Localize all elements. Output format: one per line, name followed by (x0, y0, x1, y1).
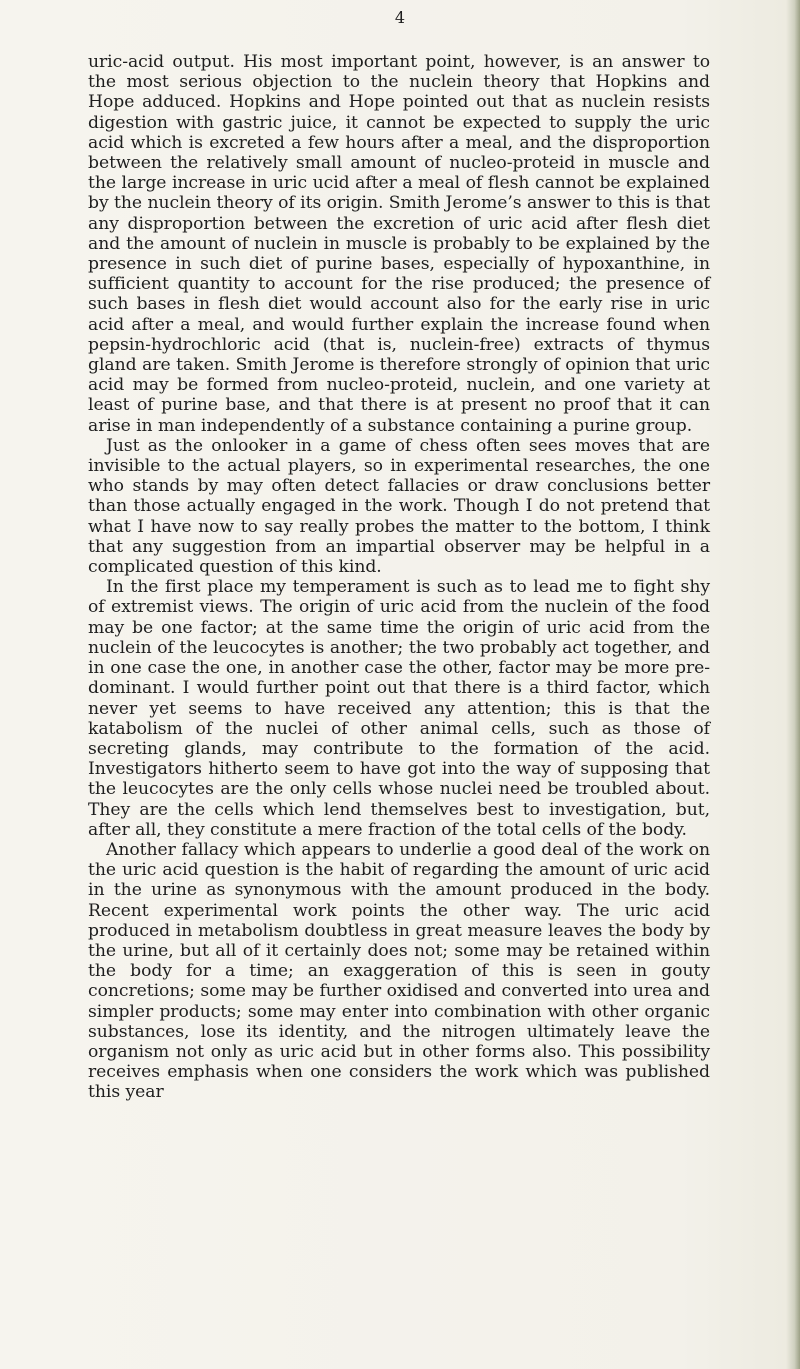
paragraph-chess-analogy: Just as the onlooker in a game of chess often sees moves that are invisible to the actual players, so in experimental researches, the one who stands by may often detect fallacies or draw conclusions better than those actually engaged in the work. Though I do not pretend that what I have now to say really probes the matter to the bottom, I think that any suggestion from an impartial observer may be helpful in a complicated question of this kind. (88, 435, 710, 578)
page-number: 4 (394, 8, 406, 27)
paragraph-temperament: In the first place my temperament is such as to lead me to fight shy of extremist views. The origin of uric acid from the nuclein of the food may be one factor; at the same time the origin of uric acid from the nuclein of the leucocytes is another; the two probably act together, and in one case the one, in another case the other, factor may be more pre-dominant. I would further point out that there is a third factor, which never yet seems to have received any attention; this is that the katabolism of the nuclei of other animal cells, such as those of secreting glands, may contribute to the formation of the acid. Investigators hitherto seem to have got into the way of supposing that the leucocytes are the only cells whose nuclei need be troubled about. They are the cells which lend themselves best to investigation, but, after all, they constitute a mere fraction of the total cells of the body. (88, 577, 710, 840)
page-edge-shadow (786, 0, 800, 1369)
paragraph-continued: uric-acid output. His most important point, however, is an answer to the most serious objection to the nuclein theory that Hopkins and Hope adduced. Hopkins and Hope pointed out that as nuclein resists digestion with gastric juice, it cannot be expected to supply the uric acid which is excreted a few hours after a meal, and the disproportion between the relatively small amount of nucleo-proteid in muscle and the large increase in uric ucid after a meal of flesh cannot be explained by the nuclein theory of its origin. Smith Jerome’s answer to this is that any disproportion between the excretion of uric acid after flesh diet and the amount of nuclein in muscle is probably to be explained by the presence in such diet of purine bases, especially of hypoxanthine, in sufficient quantity to account for the rise produced; the presence of such bases in flesh diet would account also for the early rise in uric acid after a meal, and would further explain the increase found when pepsin-hydrochloric acid (that is, nuclein-free) extracts of thymus gland are taken. Smith Jerome is therefore strongly of opinion that uric acid may be formed from nucleo-proteid, nuclein, and one variety at least of purine base, and that there is at present no proof that it can arise in man independently of a substance containing a purine group. (88, 52, 710, 436)
paragraph-another-fallacy: Another fallacy which appears to underlie a good deal of the work on the uric acid question is the habit of regarding the amount of uric acid in the urine as synonymous with the amount produced in the body. Recent experimental work points the other way. The uric acid produced in metabolism doubtless in great measure leaves the body by the urine, but all of it certainly does not; some may be retained within the body for a time; an exaggeration of this is seen in gouty concretions; some may be further oxidised and converted into urea and simpler products; some may enter into combination with other organic substances, lose its identity, and the nitrogen ultimately leave the organism not only as uric acid but in other forms also. This possibility receives emphasis when one considers the work which was published this year (88, 839, 710, 1103)
body-text (88, 52, 710, 1103)
